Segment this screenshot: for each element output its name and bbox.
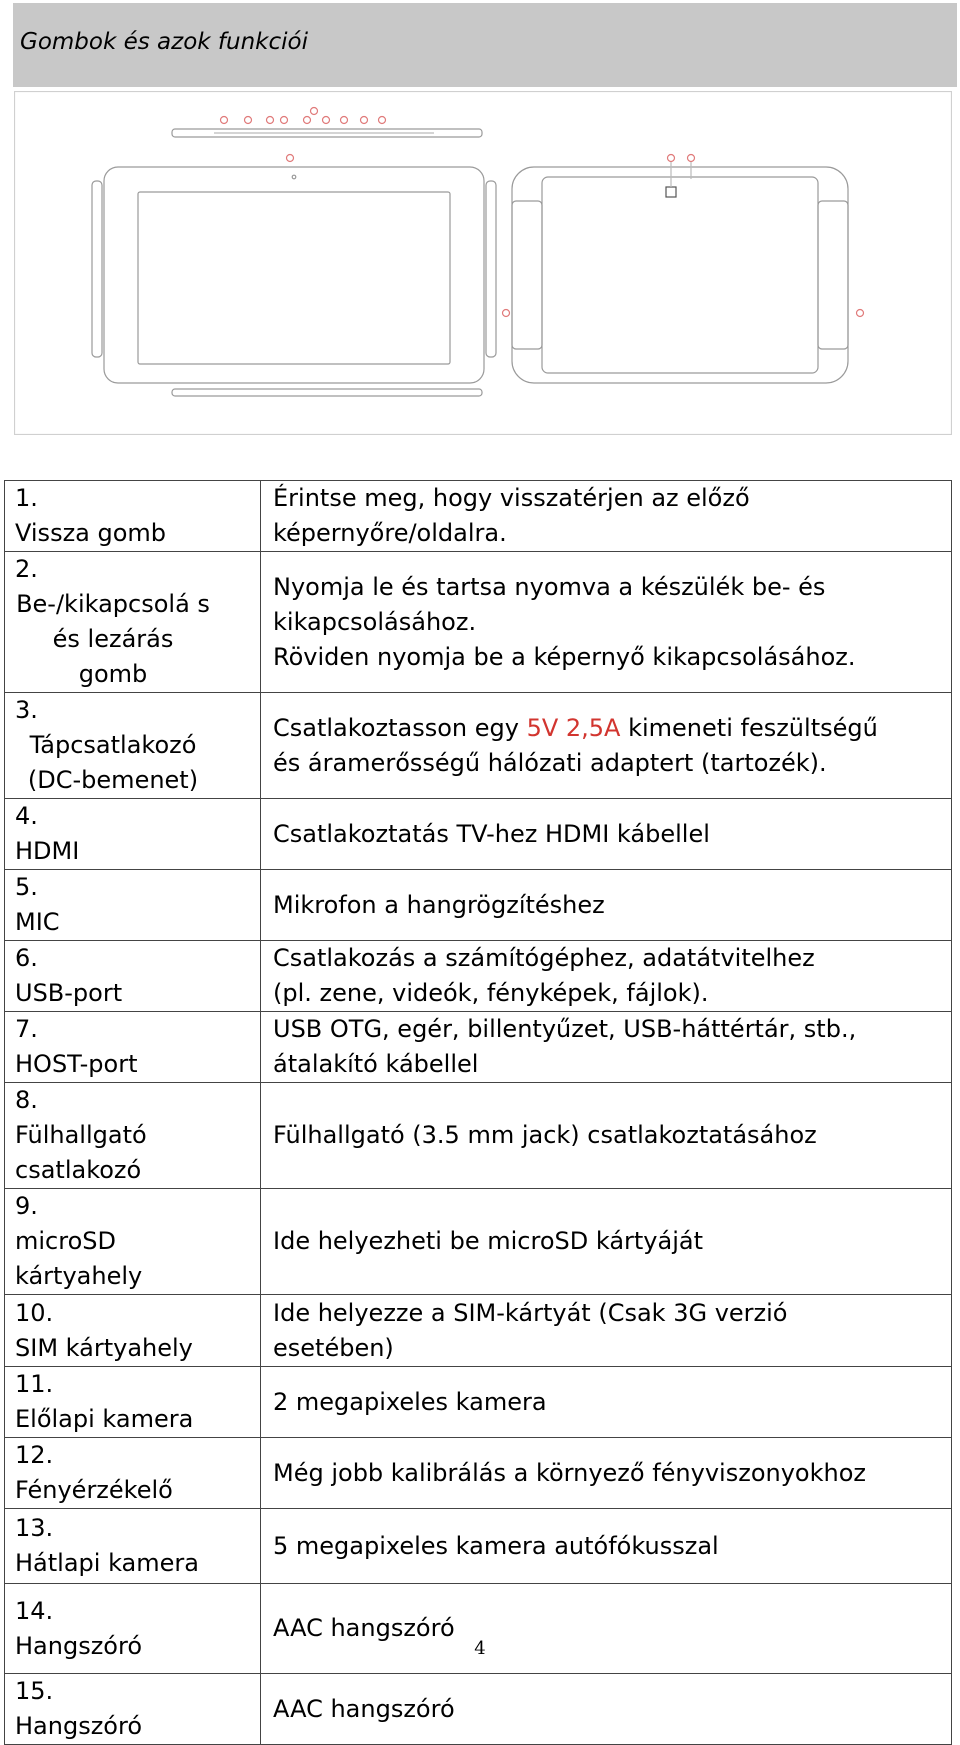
table-row <box>5 941 952 1012</box>
item-number: 3. <box>15 696 38 724</box>
item-label: Hangszóró <box>15 1712 143 1740</box>
item-desc: és áramerősségű hálózati adaptert (tartozék). <box>273 748 827 777</box>
item-label: Fényérzékelő <box>15 1476 173 1504</box>
section-title: Gombok és azok funkciói <box>20 29 308 55</box>
table-row <box>5 1189 952 1295</box>
table-row <box>5 1295 952 1367</box>
item-number: 5. <box>15 873 38 901</box>
item-desc: Csatlakoztasson egy <box>273 713 527 742</box>
item-label: Előlapi kamera <box>15 1405 194 1433</box>
item-label: SIM kártyahely <box>15 1333 193 1362</box>
item-desc: 5 megapixeles kamera autófókusszal <box>273 1531 719 1560</box>
page-number: 4 <box>474 1638 486 1659</box>
item-desc: Csatlakozás a számítógéphez, adatátvitelhez <box>273 944 815 972</box>
table-row <box>5 1674 952 1745</box>
table-row <box>5 1509 952 1584</box>
item-number: 12. <box>15 1441 54 1469</box>
item-label: Vissza gomb <box>15 519 167 547</box>
item-desc: AAC hangszóró <box>273 1694 455 1723</box>
item-label: Hangszóró <box>15 1631 143 1660</box>
item-desc: Ide helyezheti be microSD kártyáját <box>273 1227 703 1255</box>
item-number: 11. <box>15 1370 54 1398</box>
item-label: Be-/kikapcsolá s és lezárás gomb <box>16 590 210 688</box>
item-label: Tápcsatlakozó (DC-bemenet) <box>27 731 199 794</box>
item-desc: Ide helyezze a SIM-kártyát (Csak 3G verzió <box>273 1298 788 1327</box>
table-row <box>5 1012 952 1083</box>
item-number: 1. <box>15 484 38 512</box>
table-row <box>5 1367 952 1438</box>
item-desc: Röviden nyomja be a képernyő kikapcsolásához. <box>273 642 856 671</box>
item-desc: AAC hangszóró <box>273 1614 455 1642</box>
item-desc: Mikrofon a hangrögzítéshez <box>273 890 605 919</box>
table-row <box>5 799 952 870</box>
item-desc: Fülhallgató (3.5 mm jack) csatlakoztatásához <box>273 1121 817 1149</box>
item-desc: (pl. zene, videók, fényképek, fájlok). <box>273 979 709 1007</box>
item-number: 15. <box>15 1677 54 1705</box>
voltage-highlight: 5V 2,5A <box>526 713 621 742</box>
tablet-diagram <box>14 91 952 435</box>
item-desc: Még jobb kalibrálás a környező fényviszonyokhoz <box>273 1458 866 1487</box>
item-label: Fülhallgató csatlakozó <box>15 1121 147 1184</box>
item-number: 9. <box>15 1192 38 1220</box>
item-label: microSD kártyahely <box>15 1227 143 1290</box>
item-desc: átalakító kábellel <box>273 1050 479 1078</box>
item-number: 6. <box>15 944 38 972</box>
item-desc: USB OTG, egér, billentyűzet, USB-háttértár, stb., <box>273 1015 857 1043</box>
table-row <box>5 481 952 552</box>
table-row <box>5 1083 952 1189</box>
item-desc: kimeneti feszültségű <box>620 713 878 742</box>
item-desc: esetében) <box>273 1333 394 1362</box>
item-label: HDMI <box>15 837 80 865</box>
functions-table <box>4 480 952 1745</box>
table-row <box>5 693 952 799</box>
item-desc: képernyőre/oldalra. <box>273 519 507 547</box>
item-number: 7. <box>15 1015 38 1043</box>
table-row <box>5 1438 952 1509</box>
table-row <box>5 1584 952 1674</box>
item-desc: Érintse meg, hogy visszatérjen az előző <box>273 484 750 512</box>
item-number: 14. <box>15 1596 54 1625</box>
item-label: HOST-port <box>15 1050 138 1078</box>
table-row <box>5 552 952 693</box>
item-number: 4. <box>15 802 38 830</box>
item-number: 8. <box>15 1086 38 1114</box>
table-row <box>5 870 952 941</box>
item-label: MIC <box>15 908 60 936</box>
item-desc: kikapcsolásához. <box>273 607 477 636</box>
item-label: Hátlapi kamera <box>15 1549 199 1577</box>
item-desc: 2 megapixeles kamera <box>273 1387 547 1416</box>
item-number: 2. <box>15 555 38 583</box>
item-number: 10. <box>15 1298 54 1327</box>
item-desc: Nyomja le és tartsa nyomva a készülék be- és <box>273 572 826 601</box>
item-number: 13. <box>15 1514 54 1542</box>
item-desc: Csatlakoztatás TV-hez HDMI kábellel <box>273 819 710 848</box>
item-label: USB-port <box>15 979 123 1007</box>
